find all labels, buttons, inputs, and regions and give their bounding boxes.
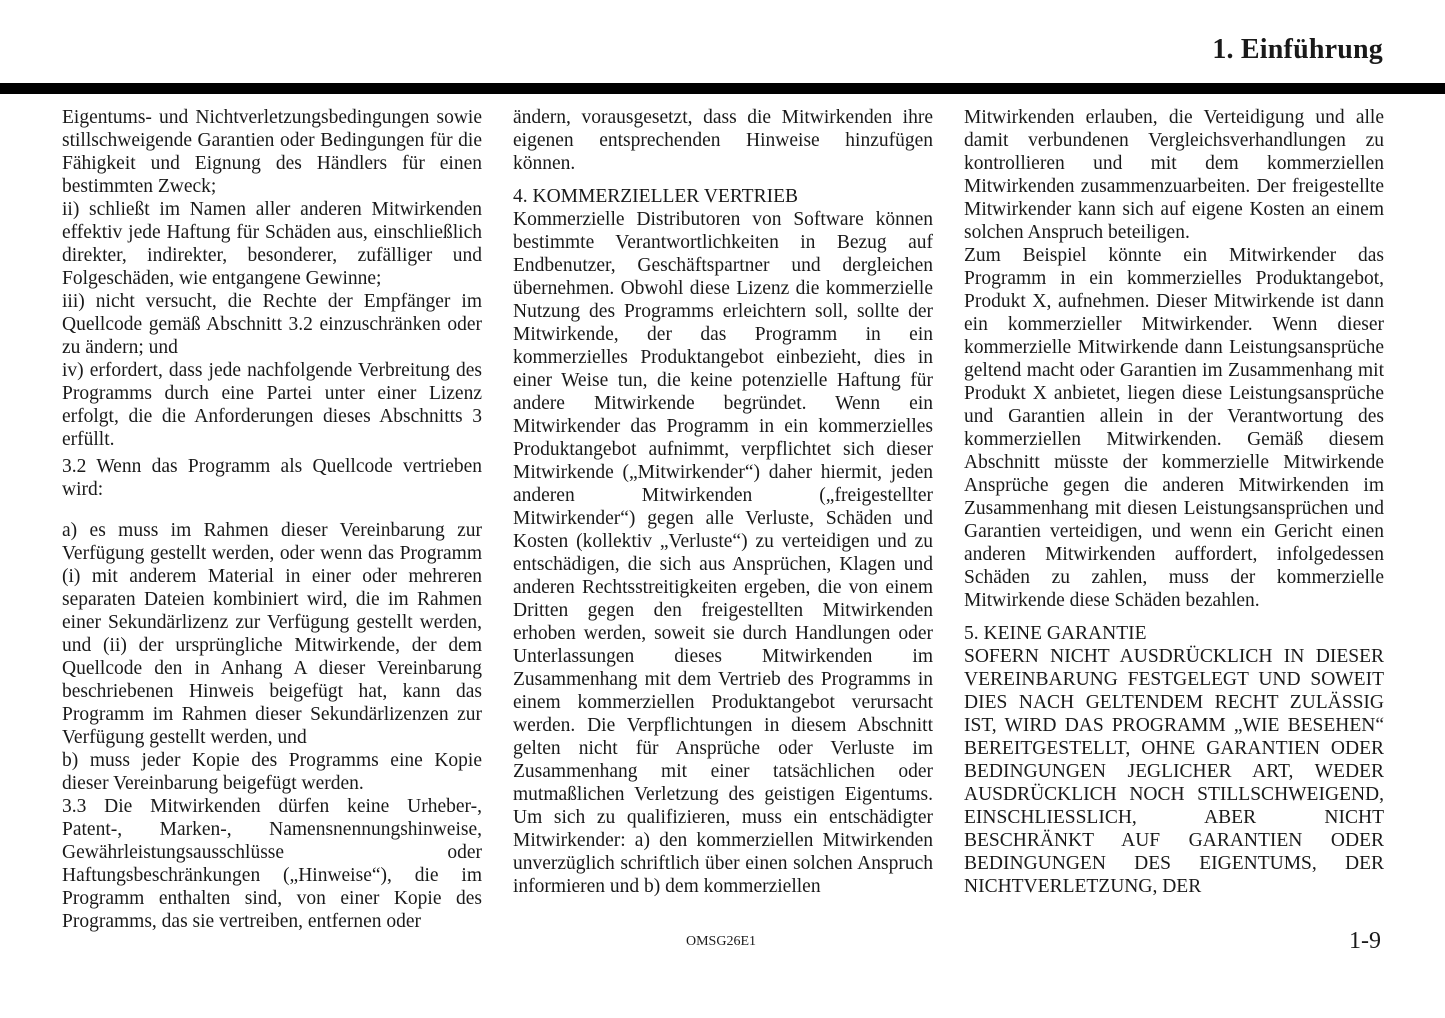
paragraph: ändern, vorausgesetzt, dass die Mitwirkenden ihre eigenen entsprechenden Hinweise hinzufügen können. — [513, 107, 933, 174]
section-heading-3-2: 3.2 Wenn das Programm als Quellcode vertrieben wird: — [62, 456, 482, 500]
section-heading-4: 4. KOMMERZIELLER VERTRIEB — [513, 186, 798, 207]
paragraph: Zum Beispiel könnte ein Mitwirkender das Programm in ein kommerzielles Produktangebot, Produkt X, aufnehmen. Dieser Mitwirkende ist dann ein kommerzieller Mitwirkender. Wenn dieser kommerzielle Mitwirkende dann Leistungsansprüche geltend macht oder Garantien im Zusammenhang mit Produkt X anbietet, liegen diese Leistungsansprüche und Garantien allein in der Verantwortung des kommerziellen Mitwirkenden. Gemäß diesem Abschnitt müsste der kommerzielle Mitwirkende Ansprüche gegen die anderen Mitwirkenden im Zusammenhang mit diesen Leistungsansprüchen und Garantien verteidigen, und wenn ein Gericht einen anderen Mitwirkenden auffordert, infolgedessen Schäden zu zahlen, muss der kommerzielle Mitwirkende diese Schäden bezahlen. — [964, 245, 1384, 611]
paragraph: 3.3 Die Mitwirkenden dürfen keine Urheber-, Patent-, Marken-, Namensnennungshinweise, Gewährleistungsausschlüsse oder Haftungsbeschränkungen („Hinweise“), die im Programm enthalten sind, von einer Kopie des Programms, das sie vertreiben, entfernen oder — [62, 796, 482, 932]
paragraph: Eigentums- und Nichtverletzungsbedingungen sowie stillschweigende Garantien oder Bedingungen für die Fähigkeit und Eignung des Händlers für einen bestimmten Zweck; — [62, 107, 482, 197]
page-number: 1-9 — [1349, 928, 1381, 954]
paragraph: iv) erfordert, dass jede nachfolgende Verbreitung des Programms durch eine Partei unter einer Lizenz erfolgt, die die Anforderungen dieses Abschnitts 3 erfüllt. — [62, 360, 482, 450]
column-2 — [513, 106, 933, 898]
chapter-title: 1. Einführung — [1212, 34, 1383, 65]
header-rule — [0, 83, 1445, 94]
paragraph: Mitwirkenden erlauben, die Verteidigung und alle damit verbundenen Vergleichsverhandlungen zu kontrollieren und mit dem kommerziellen Mitwirkenden zusammenzuarbeiten. Der freigestellte Mitwirkender kann sich auf eigene Kosten an einem solchen Anspruch beteiligen. — [964, 107, 1384, 243]
paragraph: ii) schließt im Namen aller anderen Mitwirkenden effektiv jede Haftung für Schäden aus, einschließlich direkter, indirekter, besonderer, zufälliger und Folgeschäden, wie entgangene Gewinne; — [62, 199, 482, 289]
paragraph: a) es muss im Rahmen dieser Vereinbarung zur Verfügung gestellt werden, oder wenn das Programm (i) mit anderem Material in einer oder mehreren separaten Dateien kombiniert wird, die im Rahmen einer Sekundärlizenz zur Verfügung gestellt werden, und (ii) der ursprüngliche Mitwirkende, der dem Quellcode den in Anhang A dieser Vereinbarung beschriebenen Hinweis beigefügt hat, kann das Programm im Rahmen dieser Sekundärlizenzen zur Verfügung gestellt werden, und — [62, 520, 482, 748]
column-1 — [62, 106, 482, 933]
paragraph: iii) nicht versucht, die Rechte der Empfänger im Quellcode gemäß Abschnitt 3.2 einzuschränken oder zu ändern; und — [62, 291, 482, 358]
paragraph: SOFERN NICHT AUSDRÜCKLICH IN DIESER VEREINBARUNG FESTGELEGT UND SOWEIT DIES NACH GELTENDEM RECHT ZULÄSSIG IST, WIRD DAS PROGRAMM „WIE BESEHEN“ BEREITGESTELLT, OHNE GARANTIEN ODER BEDINGUNGEN JEGLICHER ART, WEDER AUSDRÜCKLICH NOCH STILLSCHWEIGEND, EINSCHLIESSLICH, ABER NICHT BESCHRÄNKT AUF GARANTIEN ODER BEDINGUNGEN DES EIGENTUMS, DER NICHTVERLETZUNG, DER — [964, 646, 1384, 897]
paragraph: b) muss jeder Kopie des Programms eine Kopie dieser Vereinbarung beigefügt werden. — [62, 750, 482, 794]
section-heading-5: 5. KEINE GARANTIE — [964, 623, 1147, 644]
document-code: OMSG26E1 — [686, 934, 757, 949]
column-3 — [964, 106, 1384, 898]
paragraph: Kommerzielle Distributoren von Software können bestimmte Verantwortlichkeiten in Bezug auf Endbenutzer, Geschäftspartner und dergleichen übernehmen. Obwohl diese Lizenz die kommerzielle Nutzung des Programms erleichtern soll, sollte der Mitwirkende, der das Programm in ein kommerzielles Produktangebot einbezieht, dies in einer Weise tun, die keine potenzielle Haftung für andere Mitwirkende begründet. Wenn ein Mitwirkender das Programm in ein kommerzielles Produktangebot aufnimmt, verpflichtet sich dieser Mitwirkende („Mitwirkender“) daher hiermit, jeden anderen Mitwirkenden („freigestellter Mitwirkender“) gegen alle Verluste, Schäden und Kosten (kollektiv „Verluste“) zu verteidigen und zu entschädigen, die sich aus Ansprüchen, Klagen und anderen Rechtsstreitigkeiten ergeben, die von einem Dritten gegen den freigestellten Mitwirkenden erhoben werden, soweit sie durch Handlungen oder Unterlassungen dieses Mitwirkenden im Zusammenhang mit dem Vertrieb des Programms in einem kommerziellen Produktangebot verursacht werden. Die Verpflichtungen in diesem Abschnitt gelten nicht für Ansprüche oder Verluste im Zusammenhang mit einer tatsächlichen oder mutmaßlichen Verletzung des geistigen Eigentums. Um sich zu qualifizieren, muss ein entschädigter Mitwirkender: a) den kommerziellen Mitwirkenden unverzüglich schriftlich über einen solchen Anspruch informieren und b) dem kommerziellen — [513, 209, 933, 897]
